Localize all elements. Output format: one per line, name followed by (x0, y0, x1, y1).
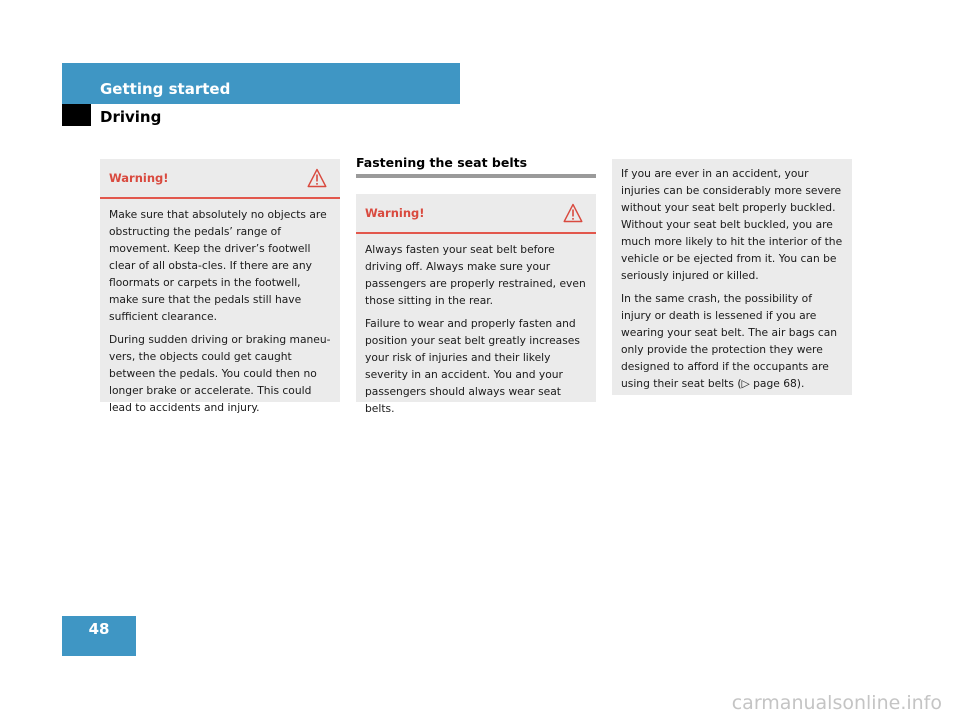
warning-label: Warning! (365, 206, 425, 220)
warning-paragraph: Make sure that absolutely no objects are obstructing the pedals’ range of movement. Keep the driver’s footwell clear of all obsta-cles. If there are any floormats or carpets in the footwell, make sure that the pedals still have sufficient clearance. (109, 208, 327, 323)
warning-header (356, 194, 596, 234)
page-number: 48 (88, 620, 110, 638)
warning-paragraph: Failure to wear and properly fasten and position your seat belt greatly increases your risk of injuries and their likely severity in an accident. You and your passengers should always wear seat belts. (365, 317, 580, 415)
watermark: carmanualsonline.info (731, 692, 942, 714)
warning-body (356, 234, 596, 417)
warning-paragraph: Always fasten your seat belt before driving off. Always make sure your passengers are properly restrained, even those sitting in the rear. (365, 243, 586, 307)
pedal-warning-box (100, 159, 340, 414)
chapter-subtitle: Driving (100, 108, 162, 126)
section-title: Fastening the seat belts (356, 155, 528, 170)
chapter-title: Getting started (100, 80, 231, 98)
section-divider (356, 174, 596, 178)
section-marker (62, 104, 91, 126)
info-paragraph: In the same crash, the possibility of injury or death is lessened if you are wearing your seat belt. The air bags can only provide the protection they were designed to afford if the occupants are using their seat belts (▷ page 68). (621, 292, 838, 390)
warning-paragraph: During sudden driving or braking maneu-vers, the objects could get caught between the pedals. You could then no longer brake or accelerate. This could lead to accidents and injury. (109, 333, 331, 414)
seatbelt-warning-box (356, 194, 596, 415)
accident-info-box (612, 159, 852, 395)
warning-header (100, 159, 340, 199)
info-paragraph: If you are ever in an accident, your injuries can be considerably more severe without your seat belt properly buckled. Without your seat belt buckled, you are much more likely to hit the interior of the vehicle or be ejected from it. You can be seriously injured or killed. (621, 167, 843, 282)
warning-label: Warning! (109, 171, 169, 185)
warning-triangle-icon (563, 203, 583, 223)
warning-body (100, 199, 340, 416)
warning-triangle-icon (307, 168, 327, 188)
page-number-box (62, 616, 136, 656)
